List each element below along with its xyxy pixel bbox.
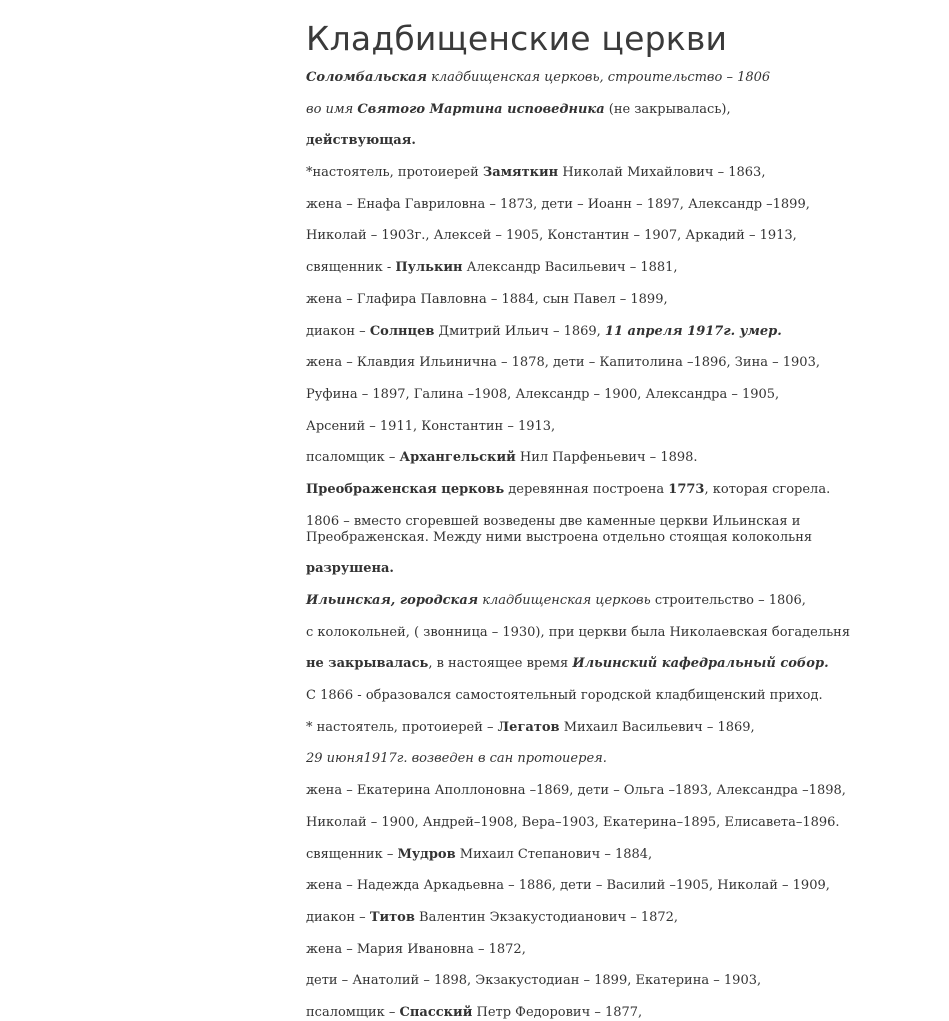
text-run: Преображенская церковь: [306, 481, 505, 497]
text-run: Титов: [369, 909, 415, 925]
text-run: диакон –: [306, 909, 370, 925]
text-run: кладбищенская церковь: [478, 593, 651, 608]
paragraph: [306, 228, 906, 244]
paragraph: [306, 133, 906, 149]
text-run: Дмитрий Ильич – 1869,: [434, 323, 605, 339]
paragraph: [306, 70, 906, 86]
paragraph: [306, 260, 906, 276]
paragraph: [306, 878, 906, 894]
text-run: [357, 102, 604, 117]
text-run: Арсений – 1911, Константин – 1913,: [306, 418, 556, 434]
text-run: строительство – 1806,: [650, 593, 806, 608]
text-run: [572, 656, 828, 671]
text-run: псаломщик –: [306, 1004, 400, 1020]
text-run: Валентин Экзакустодианович – 1872,: [414, 909, 679, 925]
paragraph: [306, 783, 906, 799]
text-run: деревянная построена: [504, 481, 669, 497]
text-run: жена – Клавдия Ильинична – 1878, дети – Капитолина –1896, Зина – 1903,: [306, 355, 820, 371]
paragraph: [306, 450, 906, 466]
text-run: 29 июня1917г. возведен в сан протоиерея.: [306, 751, 607, 767]
paragraph: [306, 910, 906, 926]
text-run: Михаил Васильевич – 1869,: [559, 719, 755, 735]
text-run: с колокольней, ( звонница – 1930), при церкви была Николаевская богадельня: [306, 624, 851, 640]
paragraph: [306, 419, 906, 435]
text-run: Спасский: [399, 1004, 473, 1020]
text-run: Петр Федорович – 1877,: [472, 1004, 643, 1020]
text-run: Нил Парфеньевич – 1898.: [515, 450, 698, 466]
paragraph: [306, 688, 906, 704]
text-run: Соломбальская: [306, 70, 427, 85]
text-run: Святого Мартина исповедника: [357, 101, 605, 117]
text-run: , в настоящее время: [428, 656, 573, 672]
text-run: жена – Мария Ивановна – 1872,: [306, 941, 526, 957]
text-run: 11 апреля 1917г. умер.: [604, 323, 782, 339]
text-run: 1806 – вместо сгоревшей возведены две каменные церкви Ильинская и Преображенская. Между ними выстроена отдельно стоящая колокольня: [306, 513, 813, 545]
text-run: [306, 593, 478, 608]
text-run: Солнцев: [369, 323, 435, 339]
paragraph: [306, 942, 906, 958]
paragraph: [306, 292, 906, 308]
text-run: священник –: [306, 846, 398, 862]
text-run: С 1866 - образовался самостоятельный городской кладбищенский приход.: [306, 688, 823, 704]
paragraph: [306, 561, 906, 577]
text-run: кладбищенская церковь, строительство – 1806: [426, 70, 771, 85]
text-run: жена – Екатерина Аполлоновна –1869, дети – Ольга –1893, Александра –1898,: [306, 783, 846, 799]
text-run: Ильинский кафедральный собор.: [572, 656, 829, 672]
text-run: [306, 70, 427, 85]
paragraph: [306, 102, 906, 118]
text-run: жена – Глафира Павловна – 1884, сын Павел – 1899,: [306, 291, 668, 307]
paragraph: [306, 625, 906, 641]
paragraph: [306, 720, 906, 736]
paragraph: [306, 656, 906, 672]
text-run: (не закрывалась),: [604, 101, 731, 117]
text-run: * настоятель, протоиерей –: [306, 719, 498, 735]
text-run: действующая.: [306, 133, 416, 149]
page-title: Кладбищенские церкви: [306, 19, 728, 58]
text-run: не закрывалась: [306, 656, 429, 672]
text-run: Ильинская, городская: [306, 593, 479, 608]
text-run: *настоятель, протоиерей: [306, 165, 483, 181]
text-run: Мудров: [397, 846, 456, 862]
paragraph: [306, 355, 906, 371]
text-run: Пулькин: [395, 260, 463, 276]
text-run: Легатов: [497, 719, 560, 735]
paragraph: [306, 165, 906, 181]
paragraph: [306, 751, 906, 767]
text-run: 1773: [668, 481, 705, 497]
paragraph: [306, 847, 906, 863]
text-run: , которая сгорела.: [704, 481, 831, 497]
text-run: Александр Васильевич – 1881,: [462, 260, 678, 276]
text-run: диакон –: [306, 323, 370, 339]
paragraph: [306, 197, 906, 213]
text-run: во имя: [306, 101, 358, 117]
text-run: дети – Анатолий – 1898, Экзакустодиан – 1899, Екатерина – 1903,: [306, 973, 762, 989]
text-run: жена – Надежда Аркадьевна – 1886, дети – Василий –1905, Николай – 1909,: [306, 878, 830, 894]
paragraph: [306, 1005, 906, 1021]
paragraph: [306, 482, 906, 498]
text-run: священник -: [306, 260, 396, 276]
paragraph: [306, 973, 906, 989]
text-run: Николай – 1900, Андрей–1908, Вера–1903, Екатерина–1895, Елисавета–1896.: [306, 814, 840, 830]
text-run: Николай Михайлович – 1863,: [558, 165, 766, 181]
text-run: [605, 324, 782, 339]
text-run: Михаил Степанович – 1884,: [455, 846, 653, 862]
text-run: жена – Енафа Гавриловна – 1873, дети – Иоанн – 1897, Александр –1899,: [306, 196, 810, 212]
text-run: псаломщик –: [306, 450, 400, 466]
text-run: Замяткин: [482, 165, 559, 181]
text-run: разрушена.: [306, 561, 394, 577]
paragraph-list: [306, 70, 906, 1021]
paragraph: [306, 514, 906, 546]
paragraph: [306, 324, 906, 340]
text-run: Руфина – 1897, Галина –1908, Александр – 1900, Александра – 1905,: [306, 386, 780, 402]
text-run: Николай – 1903г., Алексей – 1905, Константин – 1907, Аркадий – 1913,: [306, 228, 797, 244]
paragraph: [306, 593, 906, 609]
text-run: Архангельский: [399, 450, 516, 466]
article-content: [306, 0, 906, 1021]
paragraph: [306, 387, 906, 403]
paragraph: [306, 815, 906, 831]
